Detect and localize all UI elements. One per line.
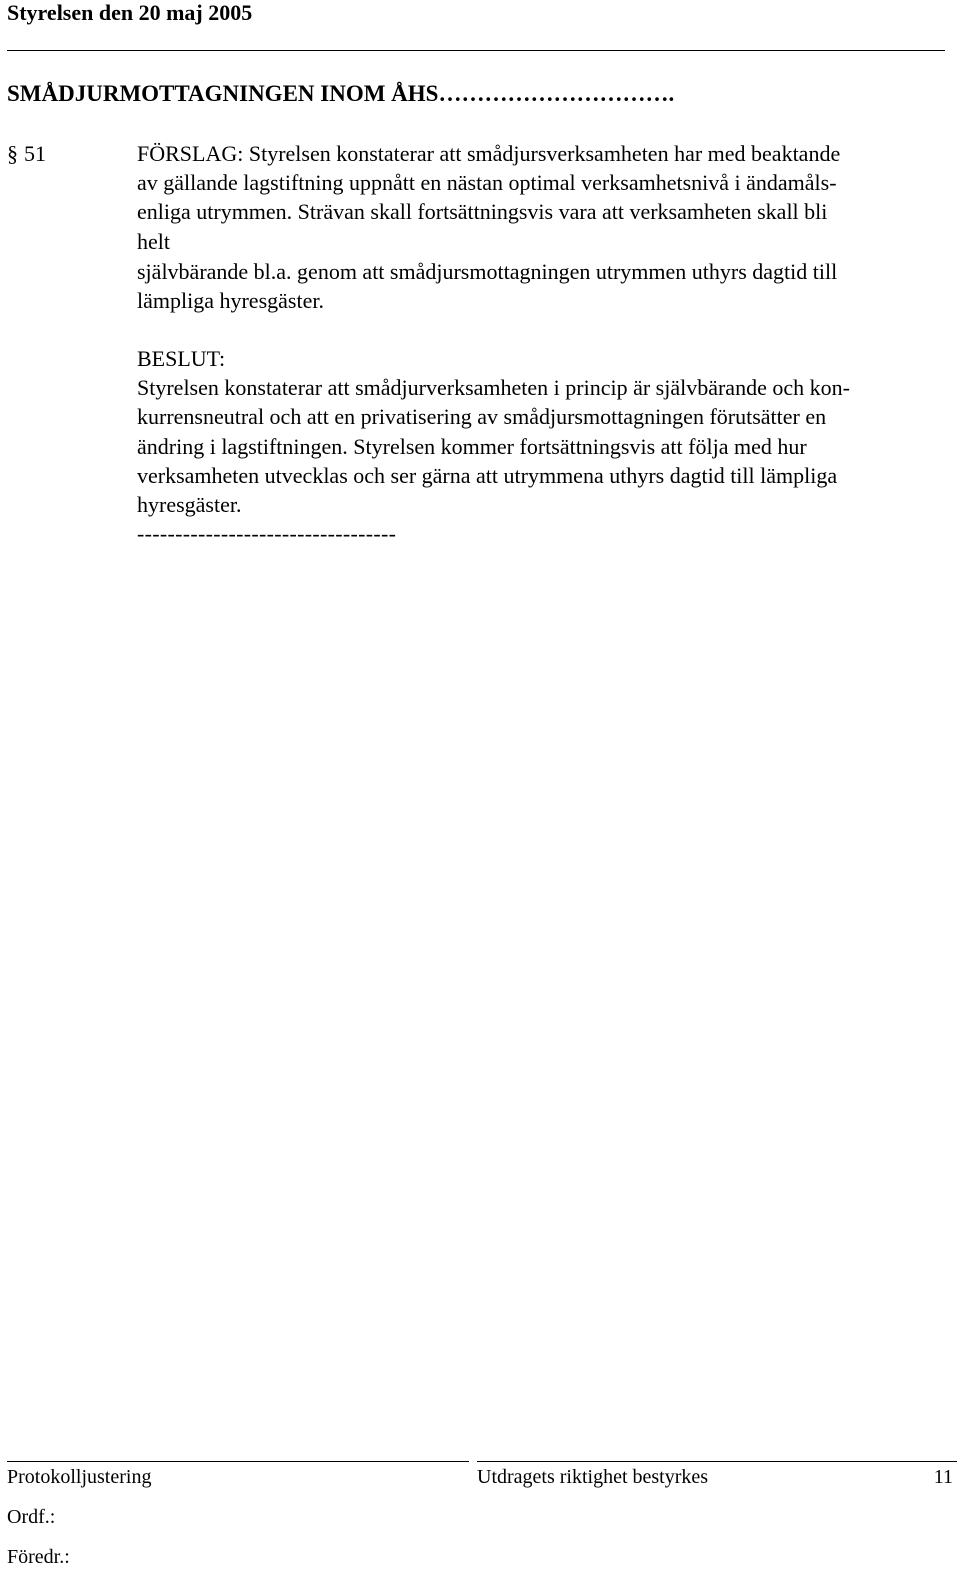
footer-divider-right (477, 1461, 957, 1462)
footer-ordf-label: Ordf.: (7, 1506, 56, 1528)
document-header-title: Styrelsen den 20 maj 2005 (7, 0, 253, 25)
footer-foredr-label: Föredr.: (7, 1546, 70, 1568)
footer-verification-label: Utdragets riktighet bestyrkes (477, 1466, 709, 1488)
footer-protokolljustering: Protokolljustering (7, 1466, 152, 1488)
section-heading: SMÅDJURMOTTAGNINGEN INOM ÅHS…………………………. (7, 81, 675, 106)
beslut-line: ändring i lagstiftningen. Styrelsen kommer fortsättningsvis att följa med hur (137, 434, 807, 459)
beslut-line: Styrelsen konstaterar att smådjurverksamheten i princip är självbärande och kon- (137, 375, 850, 400)
beslut-label: BESLUT: (137, 346, 226, 371)
forslag-line: självbärande bl.a. genom att smådjursmottagningen utrymmen uthyrs dagtid till (137, 259, 838, 284)
forslag-line: av gällande lagstiftning uppnått en nästan optimal verksamhetsnivå i ändamåls- (137, 170, 837, 195)
forslag-line: lämpliga hyresgäster. (137, 288, 324, 313)
dashed-separator: ---------------------------------- (137, 521, 397, 546)
forslag-line: enliga utrymmen. Strävan skall fortsättningsvis vara att verksamheten skall bli (137, 199, 828, 224)
beslut-line: kurrensneutral och att en privatisering av smådjursmottagningen förutsätter en (137, 404, 827, 429)
paragraph-mark: § (7, 141, 18, 166)
beslut-line: hyresgäster. (137, 492, 242, 517)
page-number: 11 (933, 1466, 953, 1488)
beslut-line: verksamheten utvecklas och ser gärna att utrymmena uthyrs dagtid till lämpliga (137, 463, 838, 488)
forslag-line: helt (137, 229, 170, 254)
footer-divider-left (7, 1461, 469, 1462)
forslag-line: FÖRSLAG: Styrelsen konstaterar att smådjursverksamheten har med beaktande (137, 141, 841, 166)
header-divider (7, 50, 945, 51)
paragraph-number: 51 (24, 141, 46, 166)
